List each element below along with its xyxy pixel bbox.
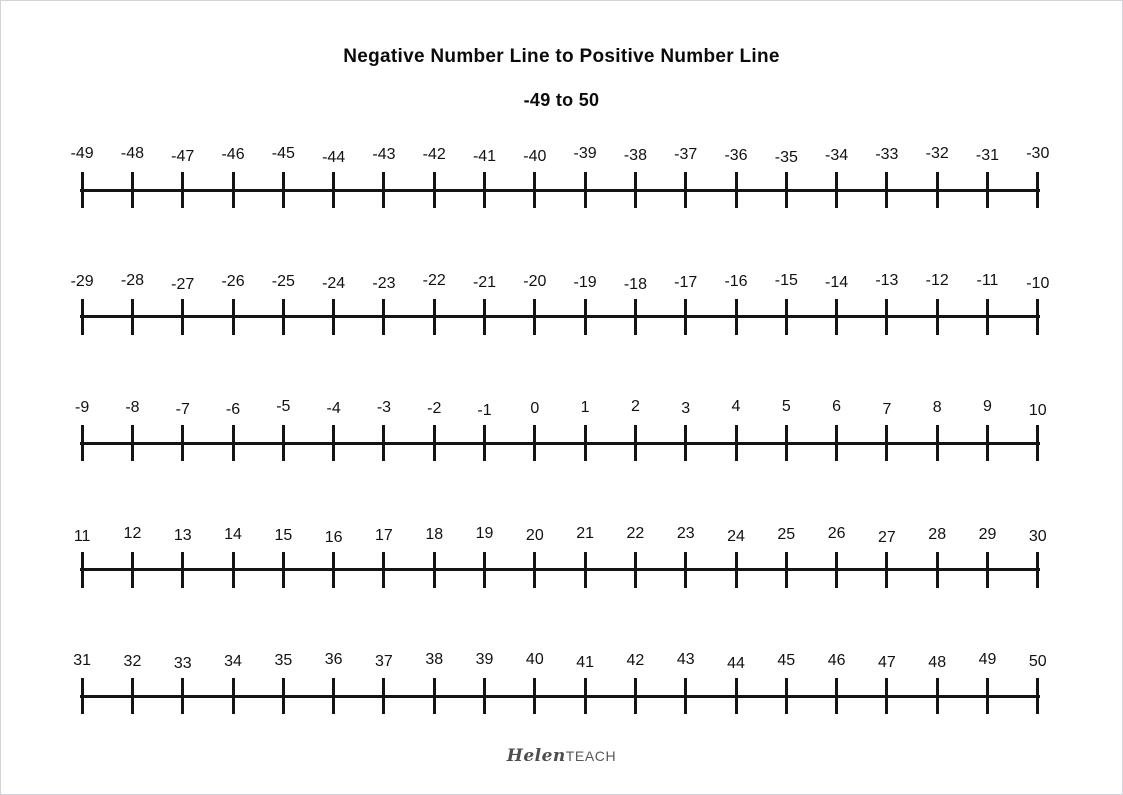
- number-line-labels: [57, 144, 1063, 168]
- footer-brand-caps: TEACH: [565, 748, 617, 764]
- number-label: -46: [221, 146, 245, 163]
- number-label: 44: [727, 655, 745, 672]
- number-label: -7: [175, 401, 190, 418]
- number-line-track: [57, 172, 1063, 208]
- number-label: -37: [674, 146, 698, 163]
- number-label: 6: [832, 398, 842, 415]
- number-label: -33: [875, 146, 899, 163]
- number-line-row: [57, 397, 1063, 463]
- number-line-track: [57, 678, 1063, 714]
- number-label: 36: [324, 651, 343, 668]
- number-label: 23: [676, 524, 695, 542]
- number-label: -15: [774, 271, 798, 289]
- number-line-row: [57, 144, 1063, 210]
- number-label: -17: [674, 273, 698, 291]
- number-label: -34: [825, 147, 849, 164]
- number-label: -31: [975, 147, 1000, 164]
- number-line-labels: [57, 271, 1063, 295]
- number-label: -38: [623, 147, 647, 164]
- number-label: -3: [376, 399, 392, 416]
- number-label: -47: [171, 148, 195, 165]
- number-label: 25: [777, 525, 796, 543]
- number-label: -26: [221, 272, 245, 290]
- number-label: -6: [225, 401, 241, 418]
- number-line-track: [57, 425, 1063, 461]
- number-label: 29: [978, 525, 997, 543]
- number-label: 20: [525, 526, 544, 544]
- number-label: 24: [727, 527, 745, 545]
- number-label: 7: [882, 401, 892, 418]
- number-label: -32: [925, 145, 949, 162]
- number-label: -5: [276, 398, 291, 415]
- number-label: 45: [777, 652, 796, 669]
- number-label: 35: [274, 652, 293, 669]
- number-label: -10: [1026, 274, 1050, 292]
- number-label: -49: [70, 145, 94, 162]
- number-label: -42: [422, 146, 446, 163]
- number-label: -39: [573, 145, 597, 162]
- number-label: 37: [375, 653, 393, 670]
- number-label: 17: [375, 526, 393, 544]
- number-label: 2: [630, 398, 640, 415]
- number-line-labels: [57, 397, 1063, 421]
- number-label: 15: [274, 526, 293, 544]
- number-label: -1: [477, 402, 492, 419]
- number-label: 22: [626, 524, 645, 542]
- number-label: -11: [976, 271, 999, 289]
- number-label: -21: [472, 273, 497, 291]
- number-label: -22: [422, 271, 446, 289]
- number-label: 0: [530, 400, 540, 417]
- number-label: 38: [425, 651, 444, 668]
- number-label: 32: [123, 653, 142, 670]
- number-label: 10: [1028, 402, 1047, 419]
- number-line-labels: [57, 524, 1063, 548]
- number-label: -19: [573, 273, 597, 291]
- number-line-row: [57, 524, 1063, 590]
- number-line-baseline: [80, 315, 1040, 318]
- number-label: 26: [827, 524, 846, 542]
- worksheet-subtitle: -49 to 50: [523, 90, 600, 110]
- number-label: -48: [120, 145, 144, 162]
- worksheet-title: Negative Number Line to Positive Number Line: [343, 46, 780, 67]
- number-label: 31: [73, 652, 92, 669]
- number-label: 8: [932, 399, 942, 416]
- number-label: 48: [928, 654, 947, 671]
- number-line-baseline: [80, 695, 1040, 698]
- number-label: 39: [475, 651, 494, 668]
- number-label: -24: [322, 274, 346, 292]
- number-label: 3: [681, 400, 691, 417]
- number-label: 12: [123, 524, 142, 542]
- number-label: -4: [326, 400, 341, 417]
- number-label: -44: [322, 149, 346, 166]
- number-label: 50: [1028, 653, 1047, 670]
- number-label: -40: [523, 148, 547, 165]
- number-label: -36: [724, 147, 748, 164]
- number-label: 19: [475, 524, 494, 542]
- number-label: 30: [1028, 527, 1047, 545]
- number-label: -45: [271, 145, 295, 162]
- number-label: 42: [626, 652, 645, 669]
- number-label: -25: [271, 272, 295, 290]
- number-label: -18: [623, 275, 647, 293]
- number-label: 13: [173, 526, 192, 544]
- number-label: 4: [731, 398, 741, 415]
- number-label: 49: [978, 651, 997, 668]
- number-line-baseline: [80, 442, 1040, 445]
- number-line-row: [57, 650, 1063, 716]
- number-label: -27: [171, 275, 195, 293]
- number-line-baseline: [80, 189, 1040, 192]
- number-label: 1: [580, 399, 590, 416]
- footer-brand-script: Helen: [506, 746, 566, 766]
- number-label: -14: [825, 273, 849, 291]
- number-label: 28: [928, 525, 947, 543]
- number-label: 9: [983, 398, 992, 415]
- number-label: -23: [372, 274, 396, 292]
- number-label: 16: [324, 528, 343, 546]
- number-line-baseline: [80, 568, 1040, 571]
- number-label: 18: [425, 525, 444, 543]
- number-label: 47: [878, 654, 896, 671]
- number-label: -41: [472, 148, 497, 165]
- number-label: 5: [781, 398, 791, 415]
- number-label: -16: [724, 272, 748, 290]
- worksheet-header: [1, 45, 1122, 111]
- number-label: 43: [676, 651, 695, 668]
- number-label: -30: [1026, 145, 1050, 162]
- number-label: -28: [120, 271, 144, 289]
- footer-logo: [1, 746, 1122, 766]
- number-label: 14: [224, 525, 242, 543]
- number-label: -12: [925, 271, 949, 289]
- number-label: 46: [827, 652, 846, 669]
- number-label: 33: [173, 655, 192, 672]
- number-label: -20: [523, 272, 547, 290]
- number-label: 27: [878, 528, 896, 546]
- number-label: -35: [774, 149, 798, 166]
- number-label: -13: [875, 271, 899, 289]
- number-label: -29: [70, 272, 94, 290]
- number-label: 11: [73, 527, 91, 545]
- number-label: -43: [372, 146, 396, 163]
- number-line-track: [57, 552, 1063, 588]
- number-label: 34: [224, 653, 242, 670]
- number-label: 21: [576, 524, 595, 542]
- number-line-row: [57, 271, 1063, 337]
- number-label: -2: [427, 400, 442, 417]
- number-label: 40: [525, 651, 544, 668]
- number-label: -9: [75, 399, 90, 416]
- number-label: -8: [125, 399, 140, 416]
- number-line-labels: [57, 650, 1063, 674]
- number-label: 41: [576, 654, 595, 671]
- number-line-track: [57, 299, 1063, 335]
